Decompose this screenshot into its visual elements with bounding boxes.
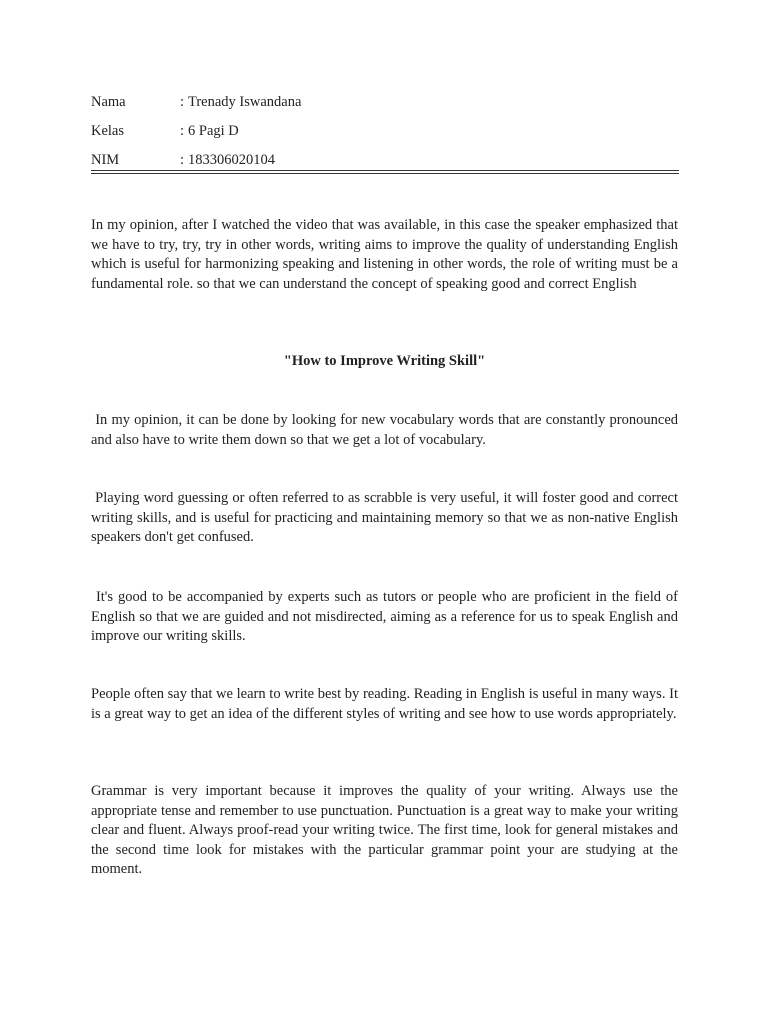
info-separator: :	[180, 94, 185, 110]
info-value: 6 Pagi D	[188, 123, 239, 139]
info-label: Kelas	[91, 123, 125, 139]
info-separator: :	[180, 152, 185, 168]
info-value: 183306020104	[188, 152, 275, 168]
body-paragraph-4: People often say that we learn to write best by reading. Reading in English is useful in many ways. It is a great way to get an idea of the different styles of writing and see how to use words appropriately.	[91, 686, 678, 722]
intro-paragraph: In my opinion, after I watched the video that was available, in this case the speaker emphasized that we have to try, try, try in other words, writing aims to improve the quality of understanding English which is useful for harmonizing speaking and listening in other words, the role of writing must be a fundamental role. so that we can understand the concept of speaking good and correct English	[91, 217, 678, 292]
info-separator: :	[180, 123, 185, 139]
info-label: Nama	[91, 94, 126, 110]
info-row-name	[91, 94, 679, 123]
student-info	[91, 94, 679, 181]
body-paragraph-3: It's good to be accompanied by experts such as tutors or people who are proficient in the field of English so that we are guided and not misdirected, aiming as a reference for us to speak English and improve our writing skills.	[91, 589, 682, 645]
info-label: NIM	[91, 152, 120, 168]
info-row-class	[91, 123, 679, 152]
body-paragraph-1: In my opinion, it can be done by looking for new vocabulary words that are constantly pronounced and also have to write them down so that we get a lot of vocabulary.	[91, 412, 682, 448]
info-row-nim	[91, 152, 679, 181]
info-value: Trenady Iswandana	[188, 94, 302, 110]
body-paragraph-2: Playing word guessing or often referred to as scrabble is very useful, it will foster good and correct writing skills, and is useful for practicing and maintaining memory so that we as non-native English speakers don't get confused.	[91, 490, 682, 546]
essay-title: "How to Improve Writing Skill"	[283, 353, 486, 369]
body-paragraph-5: Grammar is very important because it improves the quality of your writing. Always use the appropriate tense and remember to use punctuation. Punctuation is a great way to make your writing clear and fluent. Always proof-read your writing twice. The first time, look for general mistakes and the second time look for mistakes with the particular grammar point your are studying at the moment.	[91, 783, 678, 878]
header-divider	[91, 170, 679, 174]
